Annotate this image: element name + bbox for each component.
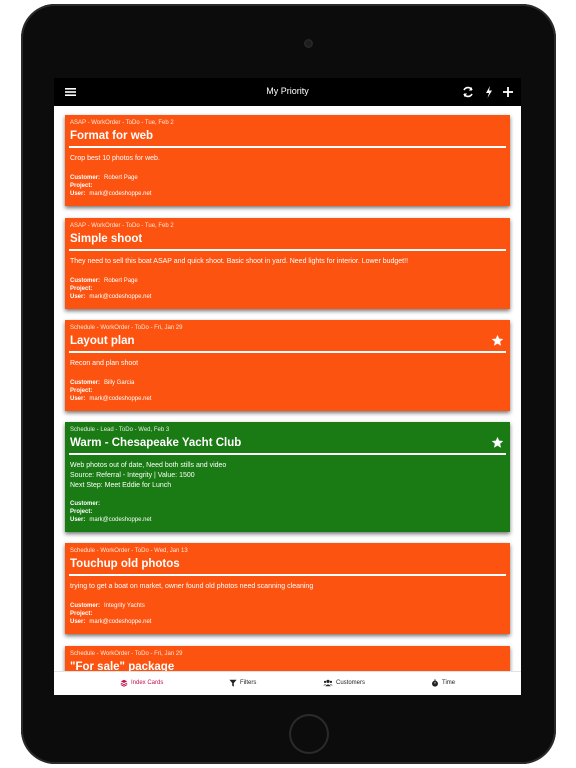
- card-divider: [69, 249, 506, 251]
- card-fields: [70, 602, 151, 626]
- card-description-line: Web photos out of date, Need both stills and video: [70, 462, 227, 469]
- card-meta: Schedule - WorkOrder - ToDo - Wed, Jan 13: [70, 548, 188, 554]
- project-label: Project:: [70, 183, 93, 189]
- card-description: [70, 154, 160, 164]
- card-description-line: Next Step: Meet Eddie for Lunch: [70, 482, 172, 489]
- home-button[interactable]: [289, 714, 329, 754]
- user-value: mark@codeshoppe.net: [89, 294, 152, 300]
- index-card[interactable]: [65, 422, 510, 532]
- card-divider: [69, 574, 506, 576]
- card-description-line: They need to sell this boat ASAP and quick shoot. Basic shoot in yard. Need lights for interior. Lower budget!!: [70, 258, 409, 265]
- front-camera: [304, 39, 313, 48]
- card-list[interactable]: [54, 106, 521, 671]
- card-meta: Schedule - WorkOrder - ToDo - Fri, Jan 29: [70, 651, 183, 657]
- stack-icon: [120, 679, 128, 687]
- tab-label: Time: [442, 680, 456, 686]
- stopwatch-icon: [431, 679, 439, 687]
- card-description: [70, 257, 408, 267]
- user-label: User:: [70, 294, 86, 300]
- customer-label: Customer:: [70, 278, 101, 284]
- filter-icon: [229, 679, 237, 687]
- page-title: My Priority: [266, 86, 309, 96]
- customer-value: Robert Page: [104, 175, 138, 181]
- index-card[interactable]: [65, 543, 510, 634]
- card-title: Touchup old photos: [70, 558, 180, 570]
- customer-label: Customer:: [70, 175, 101, 181]
- card-divider: [69, 146, 506, 148]
- navigation-bar: [54, 78, 521, 106]
- card-fields: [70, 500, 151, 524]
- card-description-line: Crop best 10 photos for web.: [70, 155, 160, 162]
- card-description-line: trying to get a boat on market, owner found old photos need scanning cleaning: [70, 583, 314, 590]
- customer-label: Customer:: [70, 603, 101, 609]
- card-divider: [69, 453, 506, 455]
- plus-icon[interactable]: [501, 85, 515, 99]
- user-label: User:: [70, 619, 86, 625]
- card-description: [70, 582, 313, 592]
- card-description: [70, 359, 138, 369]
- user-value: mark@codeshoppe.net: [89, 191, 152, 197]
- user-label: User:: [70, 517, 86, 523]
- card-meta: Schedule - WorkOrder - ToDo - Fri, Jan 29: [70, 325, 183, 331]
- tab-index-cards[interactable]: [120, 679, 163, 687]
- customer-label: Customer:: [70, 380, 101, 386]
- card-title: Simple shoot: [70, 233, 143, 245]
- tab-label: Filters: [240, 680, 257, 686]
- tab-time[interactable]: [431, 679, 455, 687]
- user-value: mark@codeshoppe.net: [89, 619, 152, 625]
- project-label: Project:: [70, 388, 93, 394]
- app-screen: [54, 78, 521, 695]
- project-label: Project:: [70, 509, 93, 515]
- card-meta: ASAP - WorkOrder - ToDo - Tue, Feb 2: [70, 223, 174, 229]
- star-icon[interactable]: [491, 436, 504, 449]
- card-fields: [70, 277, 151, 301]
- card-title: "For sale" package: [70, 661, 175, 671]
- star-icon[interactable]: [491, 334, 504, 347]
- index-card[interactable]: [65, 218, 510, 309]
- user-value: mark@codeshoppe.net: [89, 517, 152, 523]
- users-icon: [323, 679, 333, 687]
- card-title: Layout plan: [70, 335, 135, 347]
- card-fields: [70, 379, 151, 403]
- customer-value: Integrity Yachts: [104, 603, 145, 609]
- card-description: [70, 461, 226, 491]
- tab-label: Index Cards: [131, 680, 164, 686]
- customer-value: Robert Page: [104, 278, 138, 284]
- index-card[interactable]: [65, 320, 510, 411]
- lightning-icon[interactable]: [482, 85, 496, 99]
- card-title: Warm - Chesapeake Yacht Club: [70, 437, 242, 449]
- user-value: mark@codeshoppe.net: [89, 396, 152, 402]
- card-meta: Schedule - Lead - ToDo - Wed, Feb 3: [70, 427, 170, 433]
- tab-label: Customers: [336, 680, 366, 686]
- card-description-line: Source: Referral - Integrity | Value: 1500: [70, 472, 195, 479]
- tab-customers[interactable]: [323, 679, 365, 687]
- card-fields: [70, 174, 151, 198]
- customer-label: Customer:: [70, 501, 101, 507]
- project-label: Project:: [70, 611, 93, 617]
- customer-value: Billy Garcia: [104, 380, 135, 386]
- card-meta: ASAP - WorkOrder - ToDo - Tue, Feb 2: [70, 120, 174, 126]
- card-description-line: Recon and plan shoot: [70, 360, 139, 367]
- index-card[interactable]: [65, 115, 510, 206]
- project-label: Project:: [70, 286, 93, 292]
- card-title: Format for web: [70, 130, 154, 142]
- refresh-icon[interactable]: [461, 85, 475, 99]
- tab-filters[interactable]: [229, 679, 256, 687]
- user-label: User:: [70, 191, 86, 197]
- user-label: User:: [70, 396, 86, 402]
- index-card[interactable]: [65, 646, 510, 671]
- tab-bar: [54, 671, 521, 695]
- card-divider: [69, 351, 506, 353]
